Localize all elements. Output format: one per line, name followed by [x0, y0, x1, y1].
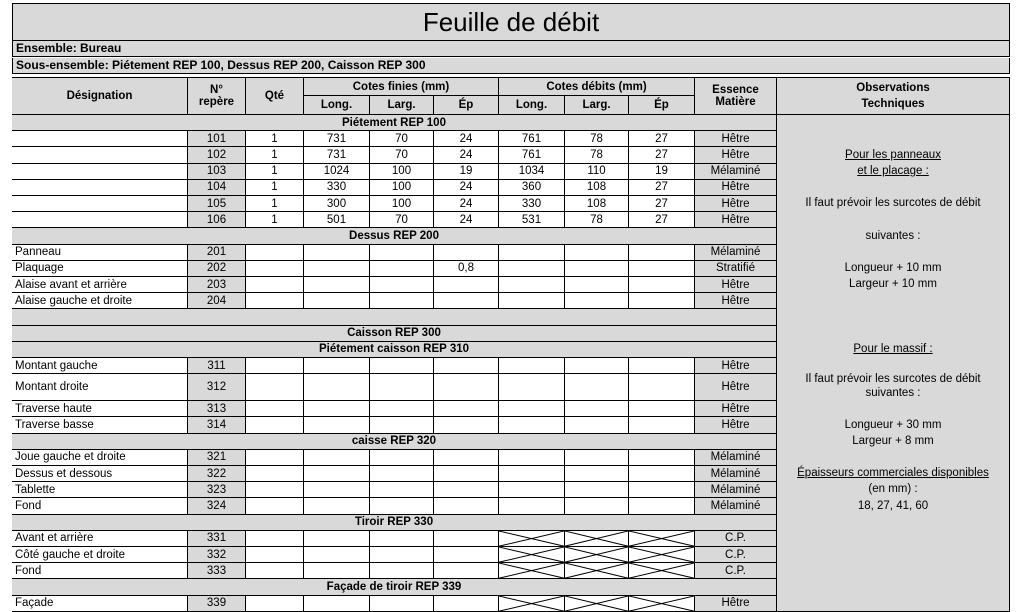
cell-dw: 78 [565, 147, 629, 163]
cell-fw [370, 563, 434, 579]
cell-qte [246, 401, 304, 417]
ensemble-label: Ensemble: Bureau [12, 41, 1010, 57]
header-cotes-debits: Cotes débits (mm) [499, 77, 695, 96]
cell-de: 27 [629, 131, 695, 147]
cell-fw [370, 261, 434, 277]
cell-rep: 101 [188, 131, 246, 147]
cell-fl [304, 293, 370, 309]
cell-fw [370, 531, 434, 547]
header-ep: Ép [629, 96, 695, 115]
cell-fl [304, 482, 370, 498]
cross-out-mark [565, 547, 628, 562]
observation-line: Il faut prévoir les surcotes de débit [805, 372, 981, 385]
observation-line: Largeur + 10 mm [849, 278, 937, 291]
cell-qte [246, 277, 304, 293]
cell-rep: 105 [188, 196, 246, 212]
sous-ensemble-label: Sous-ensemble: Piétement REP 100, Dessus REP 200, Caisson REP 300 [12, 58, 1010, 74]
cell-fw [370, 498, 434, 514]
cell-dw [565, 450, 629, 466]
cell-dl: 761 [499, 131, 565, 147]
cell-des: Façade [12, 596, 188, 612]
cell-dw [565, 401, 629, 417]
cell-qte [246, 293, 304, 309]
cell-ess: Hêtre [695, 358, 777, 374]
cell-dl [499, 293, 565, 309]
header-essence_line1: Essence [712, 84, 759, 96]
cell-fl [304, 374, 370, 401]
cell-de [629, 293, 695, 309]
header-cotes-finies: Cotes finies (mm) [304, 77, 499, 96]
cell-dw: 108 [565, 180, 629, 196]
cell-rep: 321 [188, 450, 246, 466]
header-larg: Larg. [565, 96, 629, 115]
section-header [12, 309, 777, 325]
cell-des [12, 131, 188, 147]
cell-de [629, 498, 695, 514]
section-header: caisse REP 320 [12, 434, 777, 450]
cell-ess: Hêtre [695, 196, 777, 212]
cell-des: Dessus et dessous [12, 466, 188, 482]
cell-dl [499, 563, 565, 579]
cell-des: Côté gauche et droite [12, 547, 188, 563]
cell-ess: Mélaminé [695, 482, 777, 498]
cell-fw [370, 596, 434, 612]
header-repere-repere_line1: N° [210, 84, 223, 96]
cell-qte: 1 [246, 164, 304, 180]
header-observations [777, 77, 1010, 115]
cell-fl: 731 [304, 131, 370, 147]
cell-fe [434, 563, 499, 579]
cell-fl [304, 596, 370, 612]
cell-rep: 333 [188, 563, 246, 579]
header-obs_line2: Techniques [861, 98, 925, 110]
cell-de [629, 245, 695, 261]
cell-dl [499, 466, 565, 482]
cell-des: Fond [12, 498, 188, 514]
cell-ess: Hêtre [695, 596, 777, 612]
section-header: Façade de tiroir REP 339 [12, 579, 777, 595]
cell-des: Alaise gauche et droite [12, 293, 188, 309]
cell-qte [246, 450, 304, 466]
cell-dw: 78 [565, 212, 629, 228]
header-long: Long. [499, 96, 565, 115]
cell-rep: 324 [188, 498, 246, 514]
cell-dw [565, 466, 629, 482]
cell-dl [499, 498, 565, 514]
cross-out-mark [565, 596, 628, 611]
cell-dl: 330 [499, 196, 565, 212]
cell-fe [434, 401, 499, 417]
header-essence [695, 77, 777, 115]
cell-dl: 761 [499, 147, 565, 163]
cell-ess: Hêtre [695, 293, 777, 309]
cell-fw [370, 245, 434, 261]
observation-line: Épaisseurs commerciales disponibles [797, 467, 989, 480]
observation-line: suivantes : [865, 229, 921, 242]
cell-rep: 312 [188, 374, 246, 401]
cell-qte [246, 374, 304, 401]
cell-des: Plaquage [12, 261, 188, 277]
cell-fe [434, 596, 499, 612]
cell-fl: 300 [304, 196, 370, 212]
cell-fw [370, 466, 434, 482]
cross-out-mark [629, 531, 694, 546]
cell-dw [565, 531, 629, 547]
cell-dl [499, 261, 565, 277]
cell-dw: 108 [565, 196, 629, 212]
section-header: Caisson REP 300 [12, 326, 777, 342]
cell-ess: Hêtre [695, 131, 777, 147]
cross-out-mark [499, 547, 564, 562]
observation-line: Largeur + 8 mm [852, 434, 934, 447]
cell-des: Panneau [12, 245, 188, 261]
cell-dl [499, 531, 565, 547]
cell-qte: 1 [246, 180, 304, 196]
cell-fl: 731 [304, 147, 370, 163]
header-ep: Ép [434, 96, 499, 115]
cell-fw [370, 293, 434, 309]
cell-qte [246, 245, 304, 261]
observation-line: 18, 27, 41, 60 [857, 499, 929, 512]
cell-fe: 24 [434, 147, 499, 163]
cell-ess: Hêtre [695, 147, 777, 163]
cell-rep: 204 [188, 293, 246, 309]
cell-de [629, 466, 695, 482]
cell-fl [304, 277, 370, 293]
header-repere-repere_line2: repère [198, 96, 235, 108]
cell-fl [304, 401, 370, 417]
cell-ess: Mélaminé [695, 450, 777, 466]
cell-qte [246, 563, 304, 579]
cell-des [12, 180, 188, 196]
cell-dl [499, 596, 565, 612]
cell-qte [246, 417, 304, 433]
cell-qte: 1 [246, 147, 304, 163]
cell-ess: Hêtre [695, 277, 777, 293]
observation-line: (en mm) : [868, 483, 918, 496]
cell-de [629, 277, 695, 293]
cell-fw [370, 277, 434, 293]
cell-fe [434, 531, 499, 547]
observation-line: Pour les panneaux [845, 148, 941, 161]
cell-qte [246, 547, 304, 563]
cell-fw: 100 [370, 180, 434, 196]
cell-de [629, 563, 695, 579]
cell-de [629, 374, 695, 401]
cell-dl [499, 358, 565, 374]
cell-de: 27 [629, 147, 695, 163]
cell-rep: 322 [188, 466, 246, 482]
cross-out-mark [565, 531, 628, 546]
cell-fl [304, 498, 370, 514]
cell-fl [304, 547, 370, 563]
cell-fw: 70 [370, 212, 434, 228]
cell-des [12, 212, 188, 228]
cell-des: Montant gauche [12, 358, 188, 374]
cell-qte [246, 261, 304, 277]
cell-de: 27 [629, 180, 695, 196]
cross-out-mark [565, 563, 628, 578]
cell-dl [499, 374, 565, 401]
cell-dw [565, 261, 629, 277]
cell-fw [370, 482, 434, 498]
cross-out-mark [499, 596, 564, 611]
cell-des: Montant droite [12, 374, 188, 401]
sheet-title: Feuille de débit [12, 3, 1010, 41]
header-designation: Désignation [12, 77, 188, 115]
cell-fl [304, 450, 370, 466]
cell-dw [565, 482, 629, 498]
cell-de [629, 401, 695, 417]
cell-fw: 100 [370, 164, 434, 180]
cell-rep: 331 [188, 531, 246, 547]
cell-fl [304, 245, 370, 261]
cell-rep: 104 [188, 180, 246, 196]
cell-fw [370, 450, 434, 466]
cell-de: 27 [629, 196, 695, 212]
cell-ess: Hêtre [695, 212, 777, 228]
cell-fw: 100 [370, 196, 434, 212]
cell-de [629, 450, 695, 466]
cell-fe [434, 245, 499, 261]
cell-fe [434, 417, 499, 433]
cell-qte [246, 358, 304, 374]
cell-qte [246, 596, 304, 612]
cell-fe [434, 466, 499, 482]
observations-panel [777, 115, 1010, 612]
cell-rep: 323 [188, 482, 246, 498]
cell-ess: Hêtre [695, 401, 777, 417]
cell-fl [304, 531, 370, 547]
cell-qte [246, 482, 304, 498]
cell-dw [565, 245, 629, 261]
cell-fe: 0,8 [434, 261, 499, 277]
observation-line: Il faut prévoir les surcotes de débit [805, 197, 981, 210]
header-essence_line2: Matière [715, 96, 756, 108]
cell-rep: 314 [188, 417, 246, 433]
cell-dw: 110 [565, 164, 629, 180]
cell-dw [565, 293, 629, 309]
cell-rep: 201 [188, 245, 246, 261]
cell-ess: Mélaminé [695, 164, 777, 180]
header-long: Long. [304, 96, 370, 115]
cell-ess: Mélaminé [695, 245, 777, 261]
cell-fe: 24 [434, 212, 499, 228]
cell-fe: 24 [434, 180, 499, 196]
cell-ess: Hêtre [695, 417, 777, 433]
cell-des: Alaise avant et arrière [12, 277, 188, 293]
cell-fl [304, 417, 370, 433]
cell-des: Traverse basse [12, 417, 188, 433]
cell-rep: 332 [188, 547, 246, 563]
cross-out-mark [499, 531, 564, 546]
cell-de [629, 417, 695, 433]
cross-out-mark [629, 563, 694, 578]
cell-fe [434, 547, 499, 563]
cell-des: Avant et arrière [12, 531, 188, 547]
cell-fl [304, 563, 370, 579]
cell-des: Fond [12, 563, 188, 579]
cell-fl [304, 358, 370, 374]
cell-dw [565, 277, 629, 293]
cell-ess: Hêtre [695, 374, 777, 401]
cell-dw [565, 596, 629, 612]
observation-line: Pour le massif : [853, 342, 933, 355]
cell-dl [499, 401, 565, 417]
observation-line: suivantes : [865, 386, 921, 399]
cell-des [12, 164, 188, 180]
cell-ess: C.P. [695, 547, 777, 563]
cell-rep: 102 [188, 147, 246, 163]
cell-dl: 360 [499, 180, 565, 196]
header-larg: Larg. [370, 96, 434, 115]
cell-de [629, 547, 695, 563]
cell-rep: 313 [188, 401, 246, 417]
cell-de [629, 482, 695, 498]
cell-dw [565, 417, 629, 433]
cell-qte [246, 531, 304, 547]
debit-sheet [12, 3, 1010, 610]
cell-de: 27 [629, 212, 695, 228]
section-header: Piétement caisson REP 310 [12, 342, 777, 358]
cell-dl: 531 [499, 212, 565, 228]
cell-fe [434, 450, 499, 466]
section-header: Dessus REP 200 [12, 228, 777, 244]
section-header: Tiroir REP 330 [12, 515, 777, 531]
cell-fw: 70 [370, 147, 434, 163]
cell-dl [499, 482, 565, 498]
cell-ess: Stratifié [695, 261, 777, 277]
cell-dl [499, 547, 565, 563]
cell-de: 19 [629, 164, 695, 180]
cell-qte [246, 498, 304, 514]
cell-ess: Mélaminé [695, 466, 777, 482]
cell-fe: 24 [434, 196, 499, 212]
cell-rep: 203 [188, 277, 246, 293]
header-obs_line1: Observations [856, 82, 930, 94]
cell-qte [246, 466, 304, 482]
observation-line: Longueur + 10 mm [844, 261, 942, 274]
cell-fl: 1024 [304, 164, 370, 180]
cell-des: Joue gauche et droite [12, 450, 188, 466]
cell-dl: 1034 [499, 164, 565, 180]
cell-qte: 1 [246, 212, 304, 228]
cell-dw [565, 563, 629, 579]
cell-fw [370, 547, 434, 563]
cell-fw: 70 [370, 131, 434, 147]
header-repere [188, 77, 246, 115]
cell-de [629, 261, 695, 277]
cell-fe: 24 [434, 131, 499, 147]
cell-rep: 202 [188, 261, 246, 277]
cell-de [629, 531, 695, 547]
cell-ess: Hêtre [695, 180, 777, 196]
cell-fe [434, 498, 499, 514]
cell-fe [434, 374, 499, 401]
cell-fw [370, 401, 434, 417]
cross-out-mark [629, 547, 694, 562]
cell-fl: 501 [304, 212, 370, 228]
cell-dw [565, 358, 629, 374]
cell-qte: 1 [246, 131, 304, 147]
cell-des [12, 196, 188, 212]
cell-dl [499, 450, 565, 466]
cell-rep: 106 [188, 212, 246, 228]
cross-out-mark [629, 596, 694, 611]
section-header: Piétement REP 100 [12, 115, 777, 131]
cell-fe [434, 277, 499, 293]
cell-qte: 1 [246, 196, 304, 212]
cell-de [629, 358, 695, 374]
cell-dl [499, 417, 565, 433]
observation-line: et le placage : [857, 164, 929, 177]
cell-dw [565, 498, 629, 514]
cell-fe [434, 293, 499, 309]
observation-line: Longueur + 30 mm [844, 418, 942, 431]
cell-fw [370, 417, 434, 433]
header-qte: Qté [246, 77, 304, 115]
cell-dl [499, 245, 565, 261]
cell-fl [304, 466, 370, 482]
cell-dw [565, 547, 629, 563]
cell-fw [370, 358, 434, 374]
cell-fe: 19 [434, 164, 499, 180]
cross-out-mark [499, 563, 564, 578]
cell-dl [499, 277, 565, 293]
cell-fe [434, 482, 499, 498]
cell-dw [565, 374, 629, 401]
cell-de [629, 596, 695, 612]
cell-fl [304, 261, 370, 277]
cell-dw: 78 [565, 131, 629, 147]
cell-ess: C.P. [695, 531, 777, 547]
cell-des: Traverse haute [12, 401, 188, 417]
cell-ess: C.P. [695, 563, 777, 579]
cell-des: Tablette [12, 482, 188, 498]
cell-ess: Mélaminé [695, 498, 777, 514]
cell-rep: 311 [188, 358, 246, 374]
cell-rep: 339 [188, 596, 246, 612]
cell-des [12, 147, 188, 163]
cell-fl: 330 [304, 180, 370, 196]
cell-fw [370, 374, 434, 401]
cell-rep: 103 [188, 164, 246, 180]
cell-fe [434, 358, 499, 374]
